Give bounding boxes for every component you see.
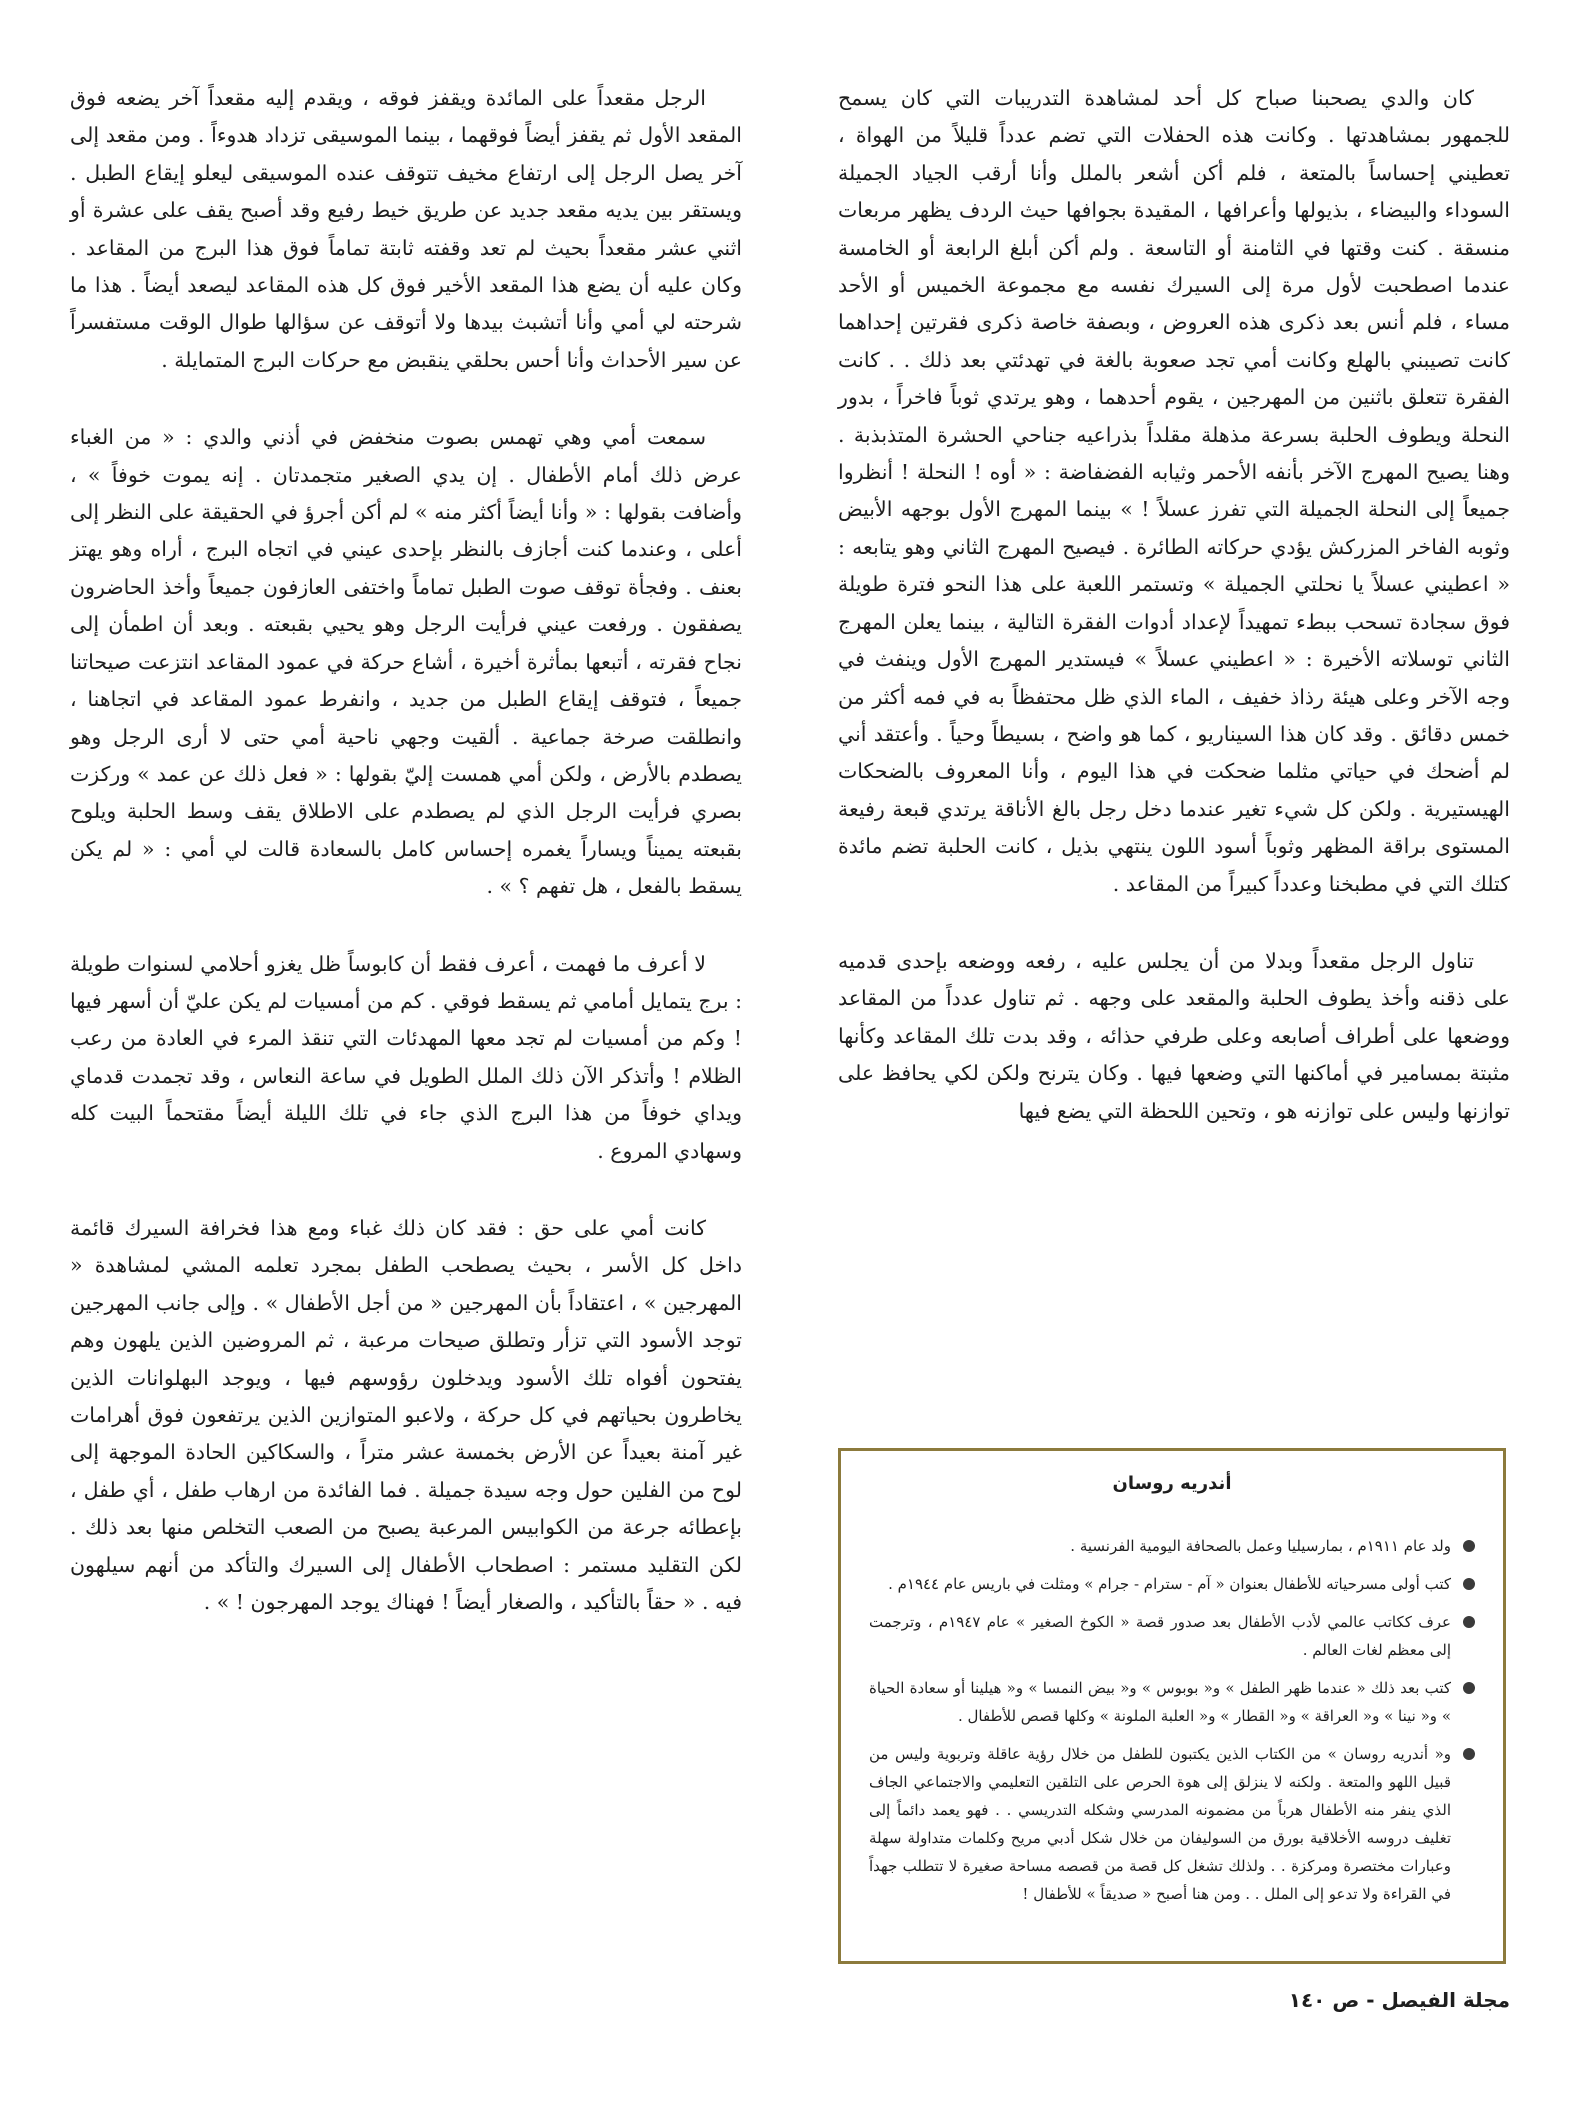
bullet-dot-icon	[1463, 1748, 1475, 1760]
right-column	[838, 80, 1510, 1170]
paragraph: كان والدي يصحبنا صباح كل أحد لمشاهدة التدريبات التي كان يسمح للجمهور بمشاهدتها . وكانت هذه الحفلات التي تضم عدداً قليلاً من الهواة ، تعطيني إحساساً بالمتعة ، فلم أكن أشعر بالملل وأنا أرقب الجياد الجميلة السوداء والبيضاء ، بذيولها وأعرافها ، المقيدة بجوافها حيث الردف يظهر مربعات منسقة . كنت وقتها في الثامنة أو التاسعة . ولم أكن أبلغ الرابعة أو الخامسة عندما اصطحبت لأول مرة إلى السيرك نفسه مع مجموعة الخميس أو الأحد مساء ، فلم أنس بعد ذكرى هذه العروض ، وبصفة خاصة ذكرى فقرتين إحداهما كانت تصيبني بالهلع وكانت أمي تجد صعوبة بالغة في تهدئتي بعد ذلك . . كانت الفقرة تتعلق باثنين من المهرجين ، يقوم أحدهما ، وهو يرتدي ثوباً فاخراً ، بدور النحلة ويطوف الحلبة بسرعة مذهلة مقلداً بذراعيه جناحي الحشرة المتذبذبة . وهنا يصيح المهرج الآخر بأنفه الأحمر وثيابه الفضفاضة : « أوه ! النحلة ! أنظروا جميعاً إلى النحلة الجميلة التي تفرز عسلاً ! » بينما المهرج الأول بوجهه الأبيض وثوبه الفاخر المزركش يؤدي حركاته الطائرة . فيصيح المهرج الثاني وهو يتابعه : « اعطيني عسلاً يا نحلتي الجميلة » وتستمر اللعبة على هذا النحو فترة طويلة فوق سجادة تسحب ببطء تمهيداً لإعداد أدوات الفقرة التالية ، بينما يعلن المهرج الثاني توسلاته الأخيرة : « اعطيني عسلاً » فيستدير المهرج الأول وينفث في وجه الآخر وعلى هيئة رذاذ خفيف ، الماء الذي ظل محتفظاً به في فمه أكثر من خمس دقائق . وقد كان هذا السيناريو ، كما هو واضح ، بسيطاً وحياً . وأعتقد أني لم أضحك في حياتي مثلما ضحكت في هذا اليوم ، وأنا المعروف بالضحكات الهيستيرية . ولكن كل شيء تغير عندما دخل رجل بالغ الأناقة يرتدي قبعة رفيعة المستوى براقة المظهر وثوباً أسود اللون ينتهي بذيل ، كانت الحلبة تضم مائدة كتلك التي في مطبخنا وعدداً كبيراً من المقاعد .	[838, 86, 1510, 896]
bio-list	[869, 1532, 1475, 1908]
bio-item-text: عرف ككاتب عالمي لأدب الأطفال بعد صدور قصة « الكوخ الصغير » عام ١٩٤٧م ، وترجمت إلى معظم لغات العالم .	[869, 1613, 1451, 1659]
bio-item-text: كتب أولى مسرحياته للأطفال بعنوان « آم - سترام - جرام » ومثلت في باريس عام ١٩٤٤م .	[888, 1575, 1451, 1593]
left-column	[70, 80, 742, 1661]
author-name-heading: أندريه روسان	[1112, 1473, 1232, 1494]
bio-item-text: ولد عام ١٩١١م ، بمارسيليا وعمل بالصحافة اليومية الفرنسية .	[1070, 1537, 1451, 1555]
paragraph: الرجل مقعداً على المائدة ويقفز فوقه ، ويقدم إليه مقعداً آخر يضعه فوق المقعد الأول ثم يقفز أيضاً فوقهما ، بينما الموسيقى تزداد هدوءاً . ومن مقعد إلى آخر يصل الرجل إلى ارتفاع مخيف تتوقف عنده الموسيقى ليعلو إيقاع الطبل . ويستقر بين يديه مقعد جديد عن طريق خيط رفيع وقد أصبح يقف على عشرة أو اثني عشر مقعداً بحيث لم تعد وقفته ثابتة تماماً فوق هذا البرج من المقاعد . وكان عليه أن يضع هذا المقعد الأخير فوق كل هذه المقاعد ليصعد أيضاً . هذا ما شرحته لي أمي وأنا أتشبث بيدها ولا أتوقف عن سؤالها طوال الوقت مستفسراً عن سير الأحداث وأنا أحس بحلقي ينقبض مع حركات البرج المتمايلة .	[70, 86, 742, 372]
bullet-dot-icon	[1463, 1616, 1475, 1628]
bio-list-item	[869, 1532, 1475, 1560]
paragraph: لا أعرف ما فهمت ، أعرف فقط أن كابوساً ظل يغزو أحلامي لسنوات طويلة : برج يتمايل أمامي ثم يسقط فوقي . كم من أمسيات لم يكن عليّ أن أسهر فيها ! وكم من أمسيات لم تجد معها المهدئات التي تنقذ المرء في العادة من رعب الظلام ! وأتذكر الآن ذلك الملل الطويل في ساعة النعاس ، وقد تجمدت قدماي ويداي خوفاً من هذا البرج الذي جاء في تلك الليلة أيضاً مقتحماً البيت كله وسهادي المروع .	[70, 951, 742, 1163]
bio-list-item	[869, 1740, 1475, 1908]
bullet-dot-icon	[1463, 1540, 1475, 1552]
bullet-dot-icon	[1463, 1682, 1475, 1694]
bio-list-item	[869, 1570, 1475, 1598]
bio-item-text: كتب بعد ذلك « عندما ظهر الطفل » و« بوبوس » و« بيض النمسا » و« هيلينا أو سعادة الحياة » و« نينا » و« العراقة » و« القطار » و« العلبة الملونة » وكلها قصص للأطفال .	[869, 1679, 1451, 1725]
bio-list-item	[869, 1608, 1475, 1664]
page-footer: مجلة الفيصل - ص ١٤٠	[1288, 1988, 1510, 2012]
paragraph: سمعت أمي وهي تهمس بصوت منخفض في أذني والدي : « من الغباء عرض ذلك أمام الأطفال . إن يدي الصغير متجمدتان . إنه يموت خوفاً » ، وأضافت بقولها : « وأنا أيضاً أكثر منه » لم أكن أجرؤ في الحقيقة على النظر إلى أعلى ، وعندما كنت أجازف بالنظر بإحدى عيني في اتجاه البرج ، أراه وهو يهتز بعنف . وفجأة توقف صوت الطبل تماماً واختفى العازفون جميعاً وأخذ الحاضرون يصفقون . ورفعت عيني فرأيت الرجل وهو يحيي بقبعته . وبعد أن اطمأن إلى نجاح فقرته ، أتبعها بمأثرة أخيرة ، أشاع حركة في عمود المقاعد انتزعت صيحاتنا جميعاً ، فتوقف إيقاع الطبل من جديد ، وانفرط عمود المقاعد في اتجاهنا ، وانطلقت صرخة جماعية . ألقيت وجهي ناحية أمي حتى لا أرى الرجل وهو يصطدم بالأرض ، ولكن أمي همست إليّ بقولها : « فعل ذلك عن عمد » وركزت بصري فرأيت الرجل الذي لم يصطدم على الاطلاق يقف وسط الحلبة ويلوح بقبعته يميناً ويساراً يغمره إحساس كامل بالسعادة قالت لي أمي : « لم يكن يسقط بالفعل ، هل تفهم ؟ » .	[70, 425, 742, 899]
paragraph: كانت أمي على حق : فقد كان ذلك غباء ومع هذا فخرافة السيرك قائمة داخل كل الأسر ، بحيث يصطحب الطفل بمجرد تعلمه المشي لمشاهدة « المهرجين » ، اعتقاداً بأن المهرجين « من أجل الأطفال » . وإلى جانب المهرجين توجد الأسود التي تزأر وتطلق صيحات مرعبة ، ثم المروضين الذين يلهون وهم يفتحون أفواه تلك الأسود ويدخلون رؤوسهم فيها ، ويوجد البهلوانات الذين يخاطرون بحياتهم في كل حركة ، ولاعبو المتوازين الذين يرتفعون فوق أهرامات غير آمنة بعيداً عن الأرض بخمسة عشر متراً ، والسكاكين الحادة الموجهة إلى لوح من الفلين حول وجه سيدة جميلة . فما الفائدة من ارهاب طفل ، أي طفل ، بإعطائه جرعة من الكوابيس المرعبة يصبح من الصعب التخلص منها بعد ذلك . لكن التقليد مستمر : اصطحاب الأطفال إلى السيرك والتأكد من أنهم سيلهون فيه . « حقاً بالتأكيد ، والصغار أيضاً ! فهناك يوجد المهرجون ! » .	[70, 1215, 742, 1615]
bio-list-item	[869, 1674, 1475, 1730]
paragraph: تناول الرجل مقعداً وبدلا من أن يجلس عليه ، رفعه ووضعه بإحدى قدميه على ذقنه وأخذ يطوف الحلبة والمقعد على وجهه . ثم تناول عدداً من المقاعد ووضعها على أطراف أصابعه وعلى طرفي حذائه ، وقد بدت تلك المقاعد وكأنها مثبتة بمسامير في أماكنها التي وضعها فيها . وكان يترنح ولكن لكي يحافظ على توازنها وليس على توازنه هو ، وتحين اللحظة التي يضع فيها	[838, 948, 1510, 1123]
author-bio-box	[838, 1448, 1506, 1964]
bullet-dot-icon	[1463, 1578, 1475, 1590]
bio-item-text: و« أندريه روسان » من الكتاب الذين يكتبون للطفل من خلال رؤية عاقلة وتربوية وليس من قبيل اللهو والمتعة . ولكنه لا ينزلق إلى هوة الحرص على التلقين التعليمي والاجتماعي الجاف الذي ينفر منه الأطفال هرباً من مضمونه المدرسي وشكله التدريسي . . فهو يعمد دائماً إلى تغليف دروسه الأخلاقية بورق من السوليفان من خلال شكل أدبي مريح وكلمات متداولة سهلة وعبارات مختصرة ومركزة . . ولذلك تشغل كل قصة من قصصه مساحة صغيرة لا تتطلب جهداً في القراءة ولا تدعو إلى الملل . . ومن هنا أصبح « صديقاً » للأطفال !	[869, 1745, 1451, 1903]
